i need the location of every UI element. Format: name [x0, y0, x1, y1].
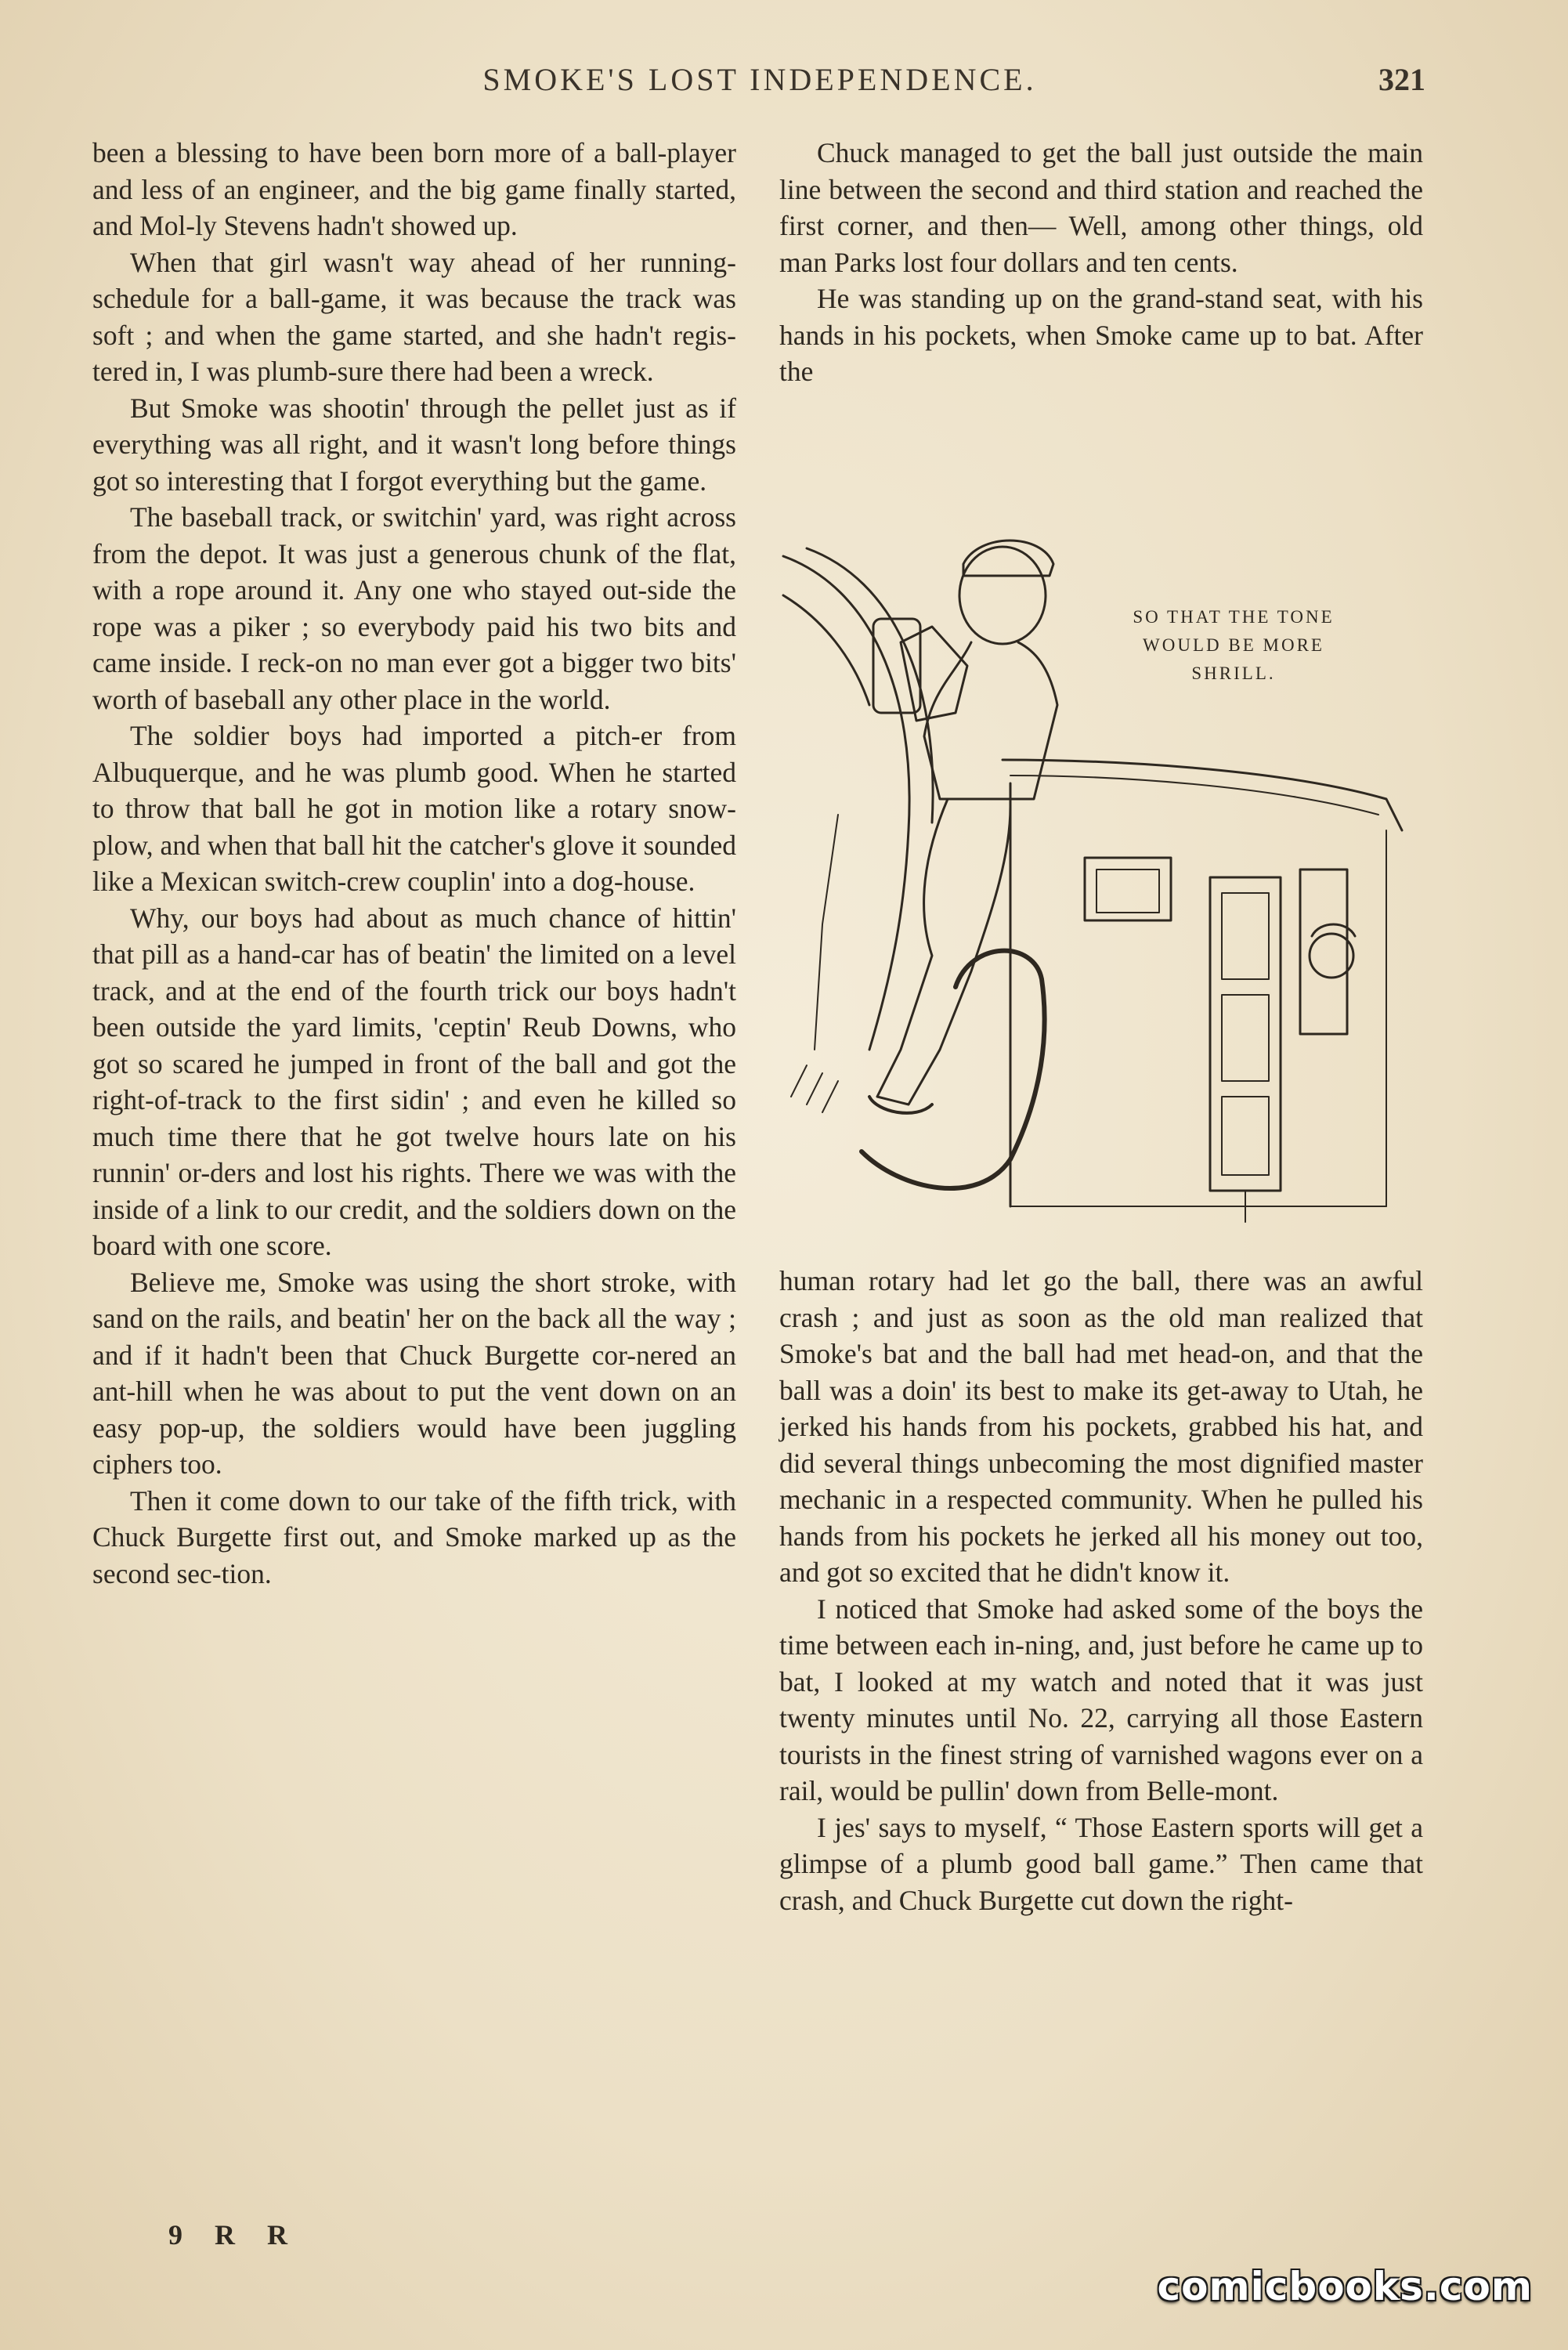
left-column: [92, 135, 736, 1592]
watermark: comicbooks.com: [1157, 2264, 1533, 2309]
right-column-top: [779, 135, 1423, 390]
caption-line: SHRILL.: [1191, 663, 1276, 683]
right-column-bottom: [779, 1263, 1423, 1918]
page-number: 321: [1378, 62, 1425, 97]
paragraph: human rotary had let go the ball, there was an awful crash ; and just as soon as the old man realized that Smoke's bat and the ball had met head-on, and that the ball was a doin' its best to make its get-away to Utah, he jerked his hands from his pockets, grabbed his hat, and did several things unbecoming the most dignified master mechanic in a respected community. When he pulled his hands from his pockets he jerked all his money out too, and got so excited that he didn't know it.: [779, 1265, 1423, 1588]
signature-mark: 9 R R: [168, 2219, 300, 2251]
paragraph: Chuck managed to get the ball just outside the main line between the second and third station and reached the first corner, and then— Well, among other things, old man Parks lost four dollars and ten cents.: [779, 137, 1423, 278]
paragraph: But Smoke was shootin' through the pellet just as if everything was all right, and it wasn't long before things got so interesting that I forgot everything but the game.: [92, 392, 736, 497]
paragraph: Then it come down to our take of the fifth trick, with Chuck Burgette first out, and Smoke marked up as the second sec-tion.: [92, 1484, 736, 1589]
caption-line: SO THAT THE TONE: [1133, 607, 1335, 627]
running-title: SMOKE'S LOST INDEPENDENCE.: [482, 62, 1037, 97]
paragraph: The soldier boys had imported a pitch-er from Albuquerque, and he was plumb good. When he started to throw that ball he got in motion like a rotary snow-plow, and when that ball hit the catcher's glove it sounded like a Mexican switch-crew couplin' into a dog-house.: [92, 720, 736, 897]
paragraph: I jes' says to myself, “ Those Eastern sports will get a glimpse of a plumb good ball game.” Then came that crash, and Chuck Burgette cut down the right-: [779, 1811, 1423, 1916]
paragraph: When that girl wasn't way ahead of her running-schedule for a ball-game, it was because the track was soft ; and when the game started, and she hadn't regis-tered in, I was plumb-sure there had been a wreck.: [92, 246, 736, 387]
paragraph: been a blessing to have been born more of a ball-player and less of an engineer, and the big game finally started, and Mol-ly Stevens hadn't showed up.: [92, 137, 736, 241]
paragraph: The baseball track, or switchin' yard, was right across from the depot. It was just a generous chunk of the flat, with a rope around it. Any one who stayed out-side the rope was a piker ; so everybody paid his two bits and came inside. I reck-on no man ever got a bigger two bits' worth of baseball any other place in the world.: [92, 501, 736, 715]
paragraph: Why, our boys had about as much chance of hittin' that pill as a hand-car has of beatin' the limited on a level track, and at the end of the fourth trick our boys hadn't been outside the yard limits, 'ceptin' Reub Downs, who got so scared he jumped in front of the ball and got the right-of-track to the first sidin' ; and even he killed so much time there that he got twelve hours late on his runnin' or-ders and lost his rights. There we was with the inside of a link to our credit, and the soldiers down on the board with one score.: [92, 902, 736, 1261]
paragraph: I noticed that Smoke had asked some of the boys the time between each in-ning, and, just before he came up to bat, I looked at my watch and noted that it was just twenty minutes until No. 22, carrying all those Eastern tourists in the finest string of varnished wagons ever on a rail, would be pullin' down from Belle-mont.: [779, 1593, 1423, 1806]
paragraph: He was standing up on the grand-stand seat, with his hands in his pockets, when Smoke came up to bat. After the: [779, 283, 1423, 387]
caption-line: WOULD BE MORE: [1143, 635, 1324, 655]
illustration-caption: [1104, 603, 1363, 688]
paragraph: Believe me, Smoke was using the short stroke, with sand on the rails, and beatin' her on the back all the way ; and if it hadn't been that Chuck Burgette cor-nered an ant-hill when he was about to put the vent down on an easy pop-up, the soldiers would have been juggling ciphers too.: [92, 1266, 736, 1480]
running-header: [94, 61, 1425, 108]
